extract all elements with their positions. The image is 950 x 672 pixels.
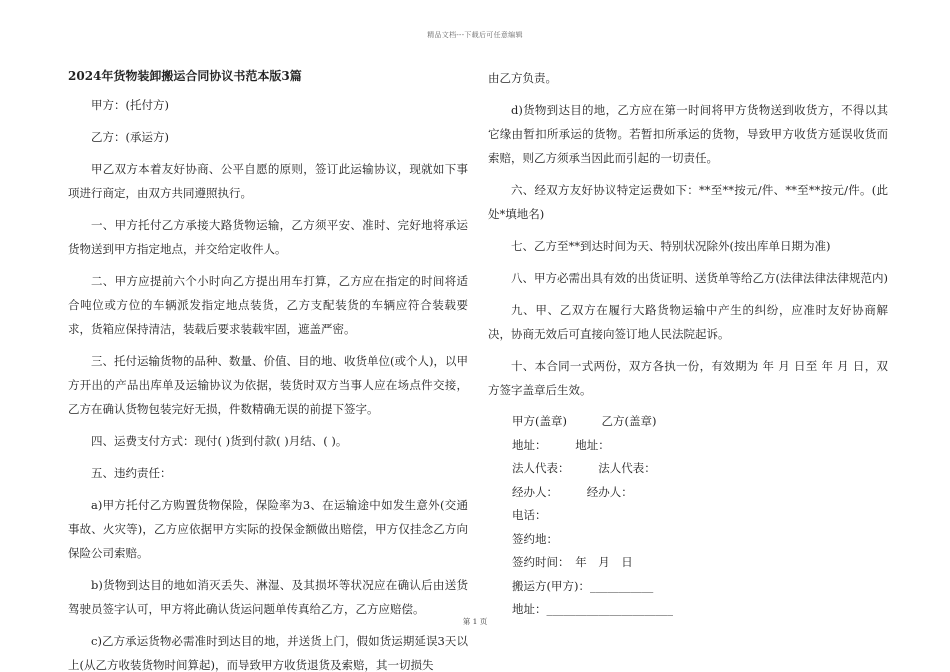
signature-line: 经办人： 经办人： bbox=[512, 484, 633, 499]
page-number: 第 1 页 bbox=[462, 617, 488, 626]
left-column bbox=[68, 66, 468, 672]
paragraph: 九、甲、乙双方在履行大路货物运输中产生的纠纷，应准时友好协商解决，协商无效后可直接向签订地人民法院起诉。 bbox=[488, 303, 888, 341]
signature-line: 甲方(盖章) 乙方(盖章) bbox=[512, 414, 657, 428]
paragraph: 由乙方负责。 bbox=[488, 71, 557, 85]
paragraph: d)货物到达目的地，乙方应在第一时间将甲方货物送到收货方，不得以其它缘由暂扣所承运的货物。若暂扣所承运的货物，导致甲方收货方延误收货而索赔，则乙方须承当因此而引起的一切责任。 bbox=[488, 103, 888, 165]
paragraph: 甲乙双方本着友好协商、公平自愿的原则，签订此运输协议，现就如下事项进行商定，由双方共同遵照执行。 bbox=[68, 162, 468, 200]
paragraph: 六、经双方友好协议特定运费如下：**至**按元/件、**至**按元/件。(此处*填地名) bbox=[488, 183, 888, 221]
signature-line: 地址：______________________ bbox=[512, 602, 673, 616]
paragraph: 八、甲方必需出具有效的出货证明、送货单等给乙方(法律法律法律规范内) bbox=[511, 271, 888, 285]
paragraph: 乙方：(承运方) bbox=[91, 130, 169, 144]
paragraph: c)乙方承运货物必需准时到达目的地，并送货上门，假如货运期延误3天以上(从乙方收装货物时间算起)，而导致甲方收货退货及索赔，其一切损失 bbox=[68, 634, 468, 672]
paragraph: 十、本合同一式两份，双方各执一份，有效期为 年 月 日至 年 月 日，双方签字盖章后生效。 bbox=[488, 359, 888, 397]
signature-line: 搬运方(甲方)：___________ bbox=[512, 578, 654, 593]
paragraph: 七、乙方至**到达时间为天、特别状况除外(按出库单日期为准) bbox=[511, 239, 831, 253]
signature-line: 法人代表： 法人代表： bbox=[512, 461, 656, 475]
signature-line: 电话： bbox=[512, 508, 547, 522]
paragraph: 甲方：(托付方) bbox=[91, 98, 169, 112]
signature-line: 签约时间： 年 月 日 bbox=[512, 555, 633, 569]
signature-line: 地址： 地址： bbox=[512, 437, 610, 452]
signature-line: 签约地： bbox=[512, 531, 558, 546]
signature-block bbox=[488, 410, 888, 622]
paragraph: 二、甲方应提前六个小时向乙方提出用车打算，乙方应在指定的时间将适合吨位或方位的车辆派发指定地点装货，乙方支配装货的车辆应符合装载要求，货箱应保持清洁，装载后要求装载牢固，遮盖严密。 bbox=[68, 274, 468, 336]
document-title: 2024年货物装卸搬运合同协议书范本版3篇 bbox=[68, 69, 302, 83]
paragraph: a)甲方托付乙方购置货物保险，保险率为3、在运输途中如发生意外(交通事故、火灾等)，乙方应依据甲方实际的投保金额做出赔偿，甲方仅挂念乙方向保险公司索赔。 bbox=[68, 498, 468, 560]
paragraph: b)货物到达目的地如消灭丢失、淋湿、及其损坏等状况应在确认后由送货驾驶员签字认可，甲方将此确认货运问题单传真给乙方，乙方应赔偿。 bbox=[68, 578, 468, 616]
paragraph: 四、运费支付方式：现付( )货到付款( )月结、( )。 bbox=[91, 434, 348, 448]
paragraph: 五、违约责任： bbox=[91, 466, 172, 480]
header-note: 精品文档---下载后可任意编辑 bbox=[427, 31, 523, 39]
paragraph: 三、托付运输货物的品种、数量、价值、目的地、收货单位(或个人)，以甲方开出的产品出库单及运输协议为依据，装货时双方当事人应在场点件交接，乙方在确认货物包装完好无损，件数精确无误的前提下签字。 bbox=[68, 354, 468, 416]
right-column bbox=[488, 66, 888, 622]
paragraph: 一、甲方托付乙方承接大路货物运输，乙方须平安、准时、完好地将承运货物送到甲方指定地点，并交给定收件人。 bbox=[68, 218, 468, 256]
